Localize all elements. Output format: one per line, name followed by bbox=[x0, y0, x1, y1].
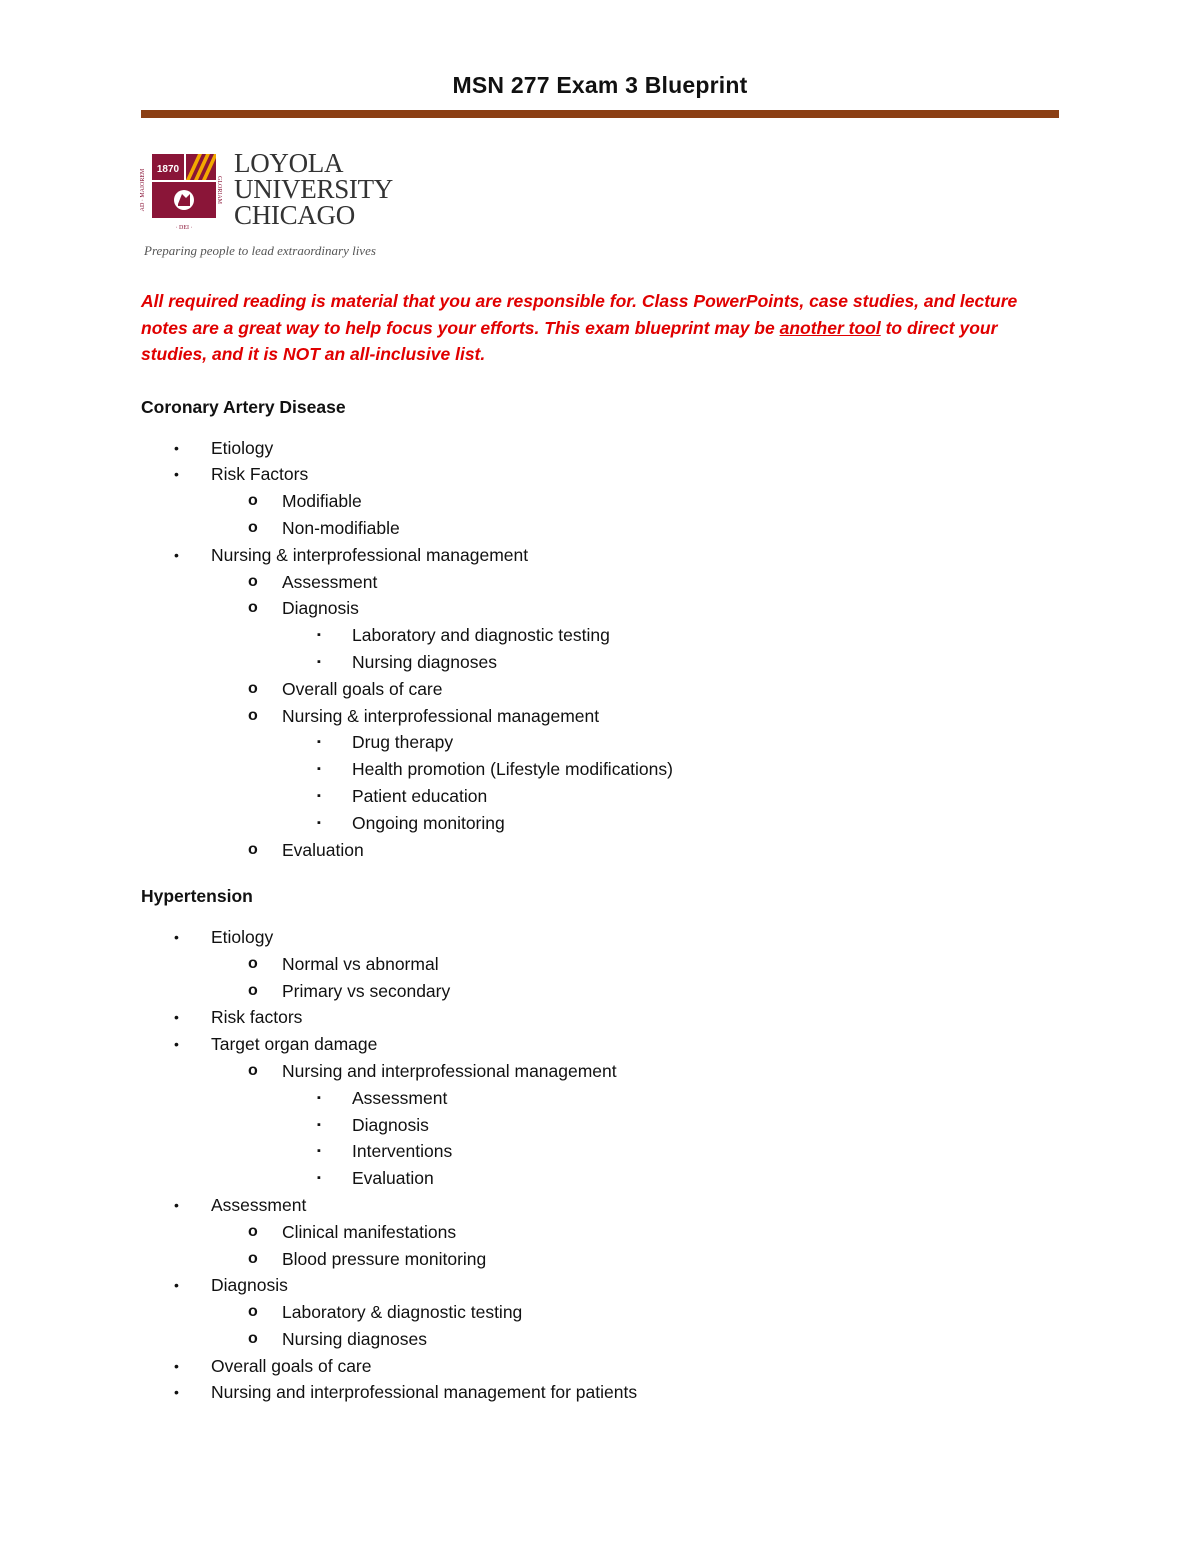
outline-item-level-2 bbox=[141, 488, 1059, 515]
bullet-icon: • bbox=[174, 1009, 179, 1026]
outline-item-text: Diagnosis bbox=[282, 598, 359, 619]
outline-item-level-1 bbox=[141, 461, 1059, 488]
wordmark-line-3: CHICAGO bbox=[234, 200, 355, 230]
outline-item-text: Etiology bbox=[211, 926, 274, 947]
outline-item-text: Nursing diagnoses bbox=[282, 1328, 427, 1349]
outline-item-text: Diagnosis bbox=[211, 1275, 288, 1296]
outline-item-level-2 bbox=[141, 837, 1059, 864]
square-bullet-icon: ▪ bbox=[317, 1145, 321, 1158]
outline-item-level-2 bbox=[141, 676, 1059, 703]
hollow-bullet-icon: o bbox=[248, 518, 258, 536]
hollow-bullet-icon: o bbox=[248, 706, 258, 724]
outline-item-text: Normal vs abnormal bbox=[282, 953, 439, 974]
outline-item-text: Overall goals of care bbox=[211, 1355, 372, 1376]
outline-item-level-1 bbox=[141, 924, 1059, 951]
bullet-icon: • bbox=[174, 1357, 179, 1374]
outline-item-text: Nursing & interprofessional management bbox=[282, 705, 600, 726]
svg-text:· DEI ·: · DEI · bbox=[175, 225, 193, 231]
outline-item-level-2 bbox=[141, 569, 1059, 596]
outline-item-text: Laboratory & diagnostic testing bbox=[282, 1302, 523, 1323]
hollow-bullet-icon: o bbox=[248, 1329, 258, 1347]
blueprint-content bbox=[141, 394, 1059, 1406]
outline-item-level-2 bbox=[141, 1299, 1059, 1326]
outline-item-level-1 bbox=[141, 542, 1059, 569]
study-notice bbox=[141, 288, 1059, 368]
hollow-bullet-icon: o bbox=[248, 840, 258, 858]
outline-item-level-3 bbox=[141, 649, 1059, 676]
title-rule bbox=[141, 110, 1059, 118]
wordmark-line-2: UNIVERSITY bbox=[234, 174, 393, 204]
hollow-bullet-icon: o bbox=[248, 1249, 258, 1267]
outline-item-text: Nursing & interprofessional management bbox=[211, 544, 529, 565]
outline-item-level-3 bbox=[141, 1112, 1059, 1139]
notice-text-2: to direct your studies, and it is NOT an all-inclusive list. bbox=[141, 317, 998, 364]
outline-item-text: Evaluation bbox=[352, 1168, 434, 1189]
section-heading: Coronary Artery Disease bbox=[141, 397, 346, 417]
square-bullet-icon: ▪ bbox=[317, 789, 321, 802]
hollow-bullet-icon: o bbox=[248, 1303, 258, 1321]
outline-item-text: Overall goals of care bbox=[282, 678, 443, 699]
outline-item-level-3 bbox=[141, 622, 1059, 649]
outline-item-level-1 bbox=[141, 1031, 1059, 1058]
notice-underlined: another tool bbox=[779, 317, 881, 338]
outline-item-text: Clinical manifestations bbox=[282, 1221, 457, 1242]
outline-item-text: Assessment bbox=[352, 1087, 448, 1108]
outline-item-text: Nursing and interprofessional management bbox=[282, 1060, 617, 1081]
bullet-icon: • bbox=[174, 928, 179, 945]
outline-item-level-3 bbox=[141, 783, 1059, 810]
outline-item-text: Risk Factors bbox=[211, 464, 309, 485]
square-bullet-icon: ▪ bbox=[317, 655, 321, 668]
hollow-bullet-icon: o bbox=[248, 954, 258, 972]
outline-item-level-1 bbox=[141, 1353, 1059, 1380]
hollow-bullet-icon: o bbox=[248, 1061, 258, 1079]
outline-item-text: Assessment bbox=[211, 1194, 307, 1215]
outline-item-level-3 bbox=[141, 756, 1059, 783]
outline-item-level-3 bbox=[141, 1165, 1059, 1192]
square-bullet-icon: ▪ bbox=[317, 1118, 321, 1131]
outline-item-level-1 bbox=[141, 1272, 1059, 1299]
seal-motto: AD · MAIOREM bbox=[140, 168, 146, 212]
university-logo bbox=[138, 150, 428, 265]
outline-item-text: Nursing and interprofessional management for patients bbox=[211, 1382, 638, 1403]
outline-item-text: Patient education bbox=[352, 785, 488, 806]
outline-item-level-3 bbox=[141, 810, 1059, 837]
page-title: MSN 277 Exam 3 Blueprint bbox=[452, 72, 748, 98]
outline-item-text: Assessment bbox=[282, 571, 378, 592]
section-spacer bbox=[141, 863, 1059, 883]
outline-item-text: Drug therapy bbox=[352, 732, 454, 753]
outline-item-level-2 bbox=[141, 978, 1059, 1005]
outline-item-level-2 bbox=[141, 515, 1059, 542]
hollow-bullet-icon: o bbox=[248, 679, 258, 697]
outline-item-level-1 bbox=[141, 1192, 1059, 1219]
square-bullet-icon: ▪ bbox=[317, 629, 321, 642]
outline-item-text: Target organ damage bbox=[211, 1034, 378, 1055]
svg-text:GLORIAM: GLORIAM bbox=[216, 176, 222, 204]
outline-item-text: Laboratory and diagnostic testing bbox=[352, 625, 610, 646]
square-bullet-icon: ▪ bbox=[317, 816, 321, 829]
section-heading: Hypertension bbox=[141, 886, 253, 907]
outline-item-level-2 bbox=[141, 951, 1059, 978]
bullet-icon: • bbox=[174, 1277, 179, 1294]
square-bullet-icon: ▪ bbox=[317, 1091, 321, 1104]
outline-item-text: Nursing diagnoses bbox=[352, 651, 497, 672]
outline-item-level-2 bbox=[141, 595, 1059, 622]
outline-item-level-2 bbox=[141, 1326, 1059, 1353]
outline-item-text: Interventions bbox=[352, 1141, 453, 1162]
outline-item-text: Ongoing monitoring bbox=[352, 812, 505, 833]
outline-item-text: Primary vs secondary bbox=[282, 980, 451, 1001]
outline-item-level-3 bbox=[141, 729, 1059, 756]
hollow-bullet-icon: o bbox=[248, 492, 258, 510]
seal-year: 1870 bbox=[156, 164, 180, 175]
university-tagline: Preparing people to lead extraordinary lives bbox=[144, 243, 376, 258]
square-bullet-icon: ▪ bbox=[317, 1172, 321, 1185]
outline-item-level-2 bbox=[141, 1058, 1059, 1085]
bullet-icon: • bbox=[174, 466, 179, 483]
outline-item-text: Modifiable bbox=[282, 491, 362, 512]
square-bullet-icon: ▪ bbox=[317, 736, 321, 749]
bullet-icon: • bbox=[174, 1196, 179, 1213]
heading-spacer bbox=[141, 421, 1059, 435]
bullet-icon: • bbox=[174, 439, 179, 456]
heading-spacer bbox=[141, 910, 1059, 924]
outline-item-level-2 bbox=[141, 1246, 1059, 1273]
notice-text-1: All required reading is material that you are responsible for. Class PowerPoints, case studies, and lecture notes are a great way to help focus your efforts. This exam blueprint may be bbox=[141, 291, 1018, 338]
bullet-icon: • bbox=[174, 546, 179, 563]
outline-item-level-1 bbox=[141, 1004, 1059, 1031]
outline-item-text: Etiology bbox=[211, 437, 274, 458]
outline-item-text: Risk factors bbox=[211, 1007, 303, 1028]
outline-item-text: Non-modifiable bbox=[282, 517, 400, 538]
outline-item-text: Blood pressure monitoring bbox=[282, 1248, 487, 1269]
square-bullet-icon: ▪ bbox=[317, 763, 321, 776]
outline-item-level-3 bbox=[141, 1085, 1059, 1112]
outline-item-level-3 bbox=[141, 1138, 1059, 1165]
outline-item-level-2 bbox=[141, 1219, 1059, 1246]
hollow-bullet-icon: o bbox=[248, 981, 258, 999]
hollow-bullet-icon: o bbox=[248, 572, 258, 590]
bullet-icon: • bbox=[174, 1384, 179, 1401]
hollow-bullet-icon: o bbox=[248, 1222, 258, 1240]
outline-item-text: Health promotion (Lifestyle modifications) bbox=[352, 759, 673, 780]
wordmark-line-1: LOYOLA bbox=[234, 148, 344, 178]
outline-item-text: Evaluation bbox=[282, 839, 364, 860]
university-seal-icon bbox=[138, 150, 220, 232]
outline-item-level-1 bbox=[141, 435, 1059, 462]
university-wordmark bbox=[234, 150, 393, 228]
outline-item-text: Diagnosis bbox=[352, 1114, 429, 1135]
outline-item-level-1 bbox=[141, 1379, 1059, 1406]
hollow-bullet-icon: o bbox=[248, 599, 258, 617]
bullet-icon: • bbox=[174, 1036, 179, 1053]
outline-item-level-2 bbox=[141, 703, 1059, 730]
